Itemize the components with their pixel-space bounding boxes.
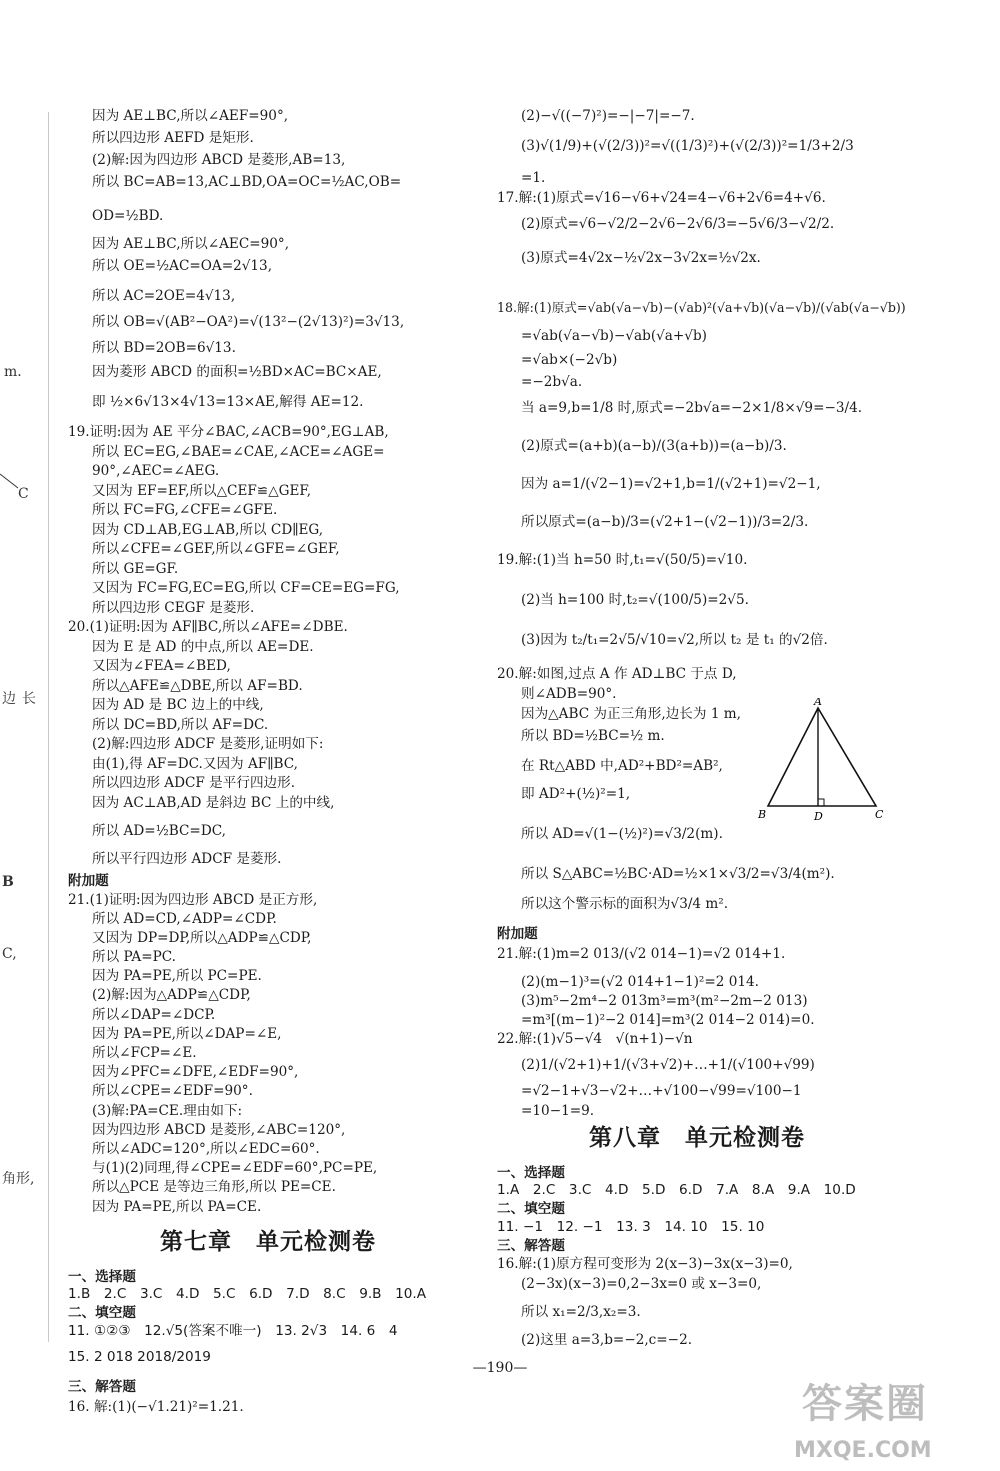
answer-line: 即 ½×6√13×4√13=13×AE,解得 AE=12.: [92, 394, 364, 410]
answer-line: 所以原式=(a−b)/3=(√2+1−(√2−1))/3=2/3.: [521, 514, 809, 530]
column-divider: [48, 112, 49, 1342]
answer-line: (2)这里 a=3,b=−2,c=−2.: [521, 1332, 693, 1348]
choice-answers: 1.B 2.C 3.C 4.D 5.C 6.D 7.D 8.C 9.B 10.A: [68, 1285, 427, 1302]
answer-line: 所以 DC=BD,所以 AF=DC.: [92, 716, 269, 733]
answer-line: 所以 AD=½BC=DC,: [92, 822, 226, 839]
answer-line: =10−1=9.: [521, 1103, 595, 1119]
answer-line: 所以 x₁=2/3,x₂=3.: [521, 1304, 641, 1320]
answer-line: 90°,∠AEC=∠AEG.: [92, 463, 220, 479]
answer-line: =m³[(m−1)²−2 014]=m³(2 014−2 014)=0.: [521, 1012, 815, 1028]
answer-line: (3)因为 t₂/t₁=2√5/√10=√2,所以 t₂ 是 t₁ 的√2倍.: [521, 632, 828, 648]
answer-line: 所以 BC=AB=13,AC⊥BD,OA=OC=½AC,OB=: [92, 174, 402, 190]
fill-answers: 11. ①②③ 12.√5(答案不唯一) 13. 2√3 14. 6 4: [68, 1322, 398, 1339]
page-number: —190—: [472, 1360, 528, 1376]
answer-line: 所以 BD=2OB=6√13.: [92, 340, 236, 356]
answer-line: =1.: [521, 170, 546, 186]
answer-line: 当 a=9,b=1/8 时,原式=−2b√a=−2×1/8×√9=−3/4.: [521, 400, 863, 416]
answer-line: 所以这个警示标的面积为√3/4 m².: [521, 896, 729, 912]
section-heading: 一、选择题: [497, 1165, 565, 1181]
choice-answers: 1.A 2.C 3.C 4.D 5.D 6.D 7.A 8.A 9.A 10.D: [497, 1182, 856, 1198]
answer-line: 所以∠CFE=∠GEF,所以∠GFE=∠GEF,: [92, 541, 340, 557]
section-heading: 附加题: [497, 926, 538, 942]
edge-fragment: 边长: [2, 691, 42, 707]
answer-line: 因为 AD 是 BC 边上的中线,: [92, 697, 264, 713]
answer-line: 所以 PA=PC.: [92, 949, 176, 966]
answer-line: 20.(1)证明:因为 AF∥BC,所以∠AFE=∠DBE.: [68, 619, 348, 635]
answer-line: (2)原式=√6−√2/2−2√6−2√6/3=−5√6/3−√2/2.: [521, 216, 835, 232]
chapter-title: 第八章 单元检测卷: [589, 1125, 805, 1151]
answer-line: 所以 BD=½BC=½ m.: [521, 728, 665, 744]
answer-line: 因为 PA=PE,所以∠DAP=∠E,: [92, 1025, 282, 1042]
answer-line: 21.解:(1)m=2 013/(√2 014−1)=√2 014+1.: [497, 946, 786, 962]
answer-line: 因为△ABC 为正三角形,边长为 1 m,: [521, 706, 741, 722]
answer-line: 19.解:(1)当 h=50 时,t₁=√(50/5)=√10.: [497, 552, 748, 568]
answer-line: OD=½BD.: [92, 208, 164, 224]
answer-line: 则∠ADB=90°.: [521, 686, 617, 702]
answer-line: 与(1)(2)同理,得∠CPE=∠EDF=60°,PC=PE,: [92, 1160, 378, 1177]
answer-line: 由(1),得 AF=DC.又因为 AF∥BC,: [92, 755, 298, 772]
fill-answers: 11. −1 12. −1 13. 3 14. 10 15. 10: [497, 1219, 765, 1235]
answer-line: 所以 AD=CD,∠ADP=∠CDP.: [92, 910, 277, 927]
edge-line-fragment: [0, 472, 22, 492]
answer-line: 因为 a=1/(√2−1)=√2+1,b=1/(√2+1)=√2−1,: [521, 476, 821, 492]
answer-line: 又因为 EF=EF,所以△CEF≌△GEF,: [92, 482, 312, 499]
answer-line: 因为 CD⊥AB,EG⊥AB,所以 CD∥EG,: [92, 521, 324, 538]
answer-line: 因为 E 是 AD 的中点,所以 AE=DE.: [92, 638, 314, 655]
answer-line: (2)1/(√2+1)+1/(√3+√2)+…+1/(√100+√99): [521, 1057, 815, 1073]
answer-line: 所以 EC=EG,∠BAE=∠CAE,∠ACE=∠AGE=: [92, 443, 385, 460]
answer-line: (2−3x)(x−3)=0,2−3x=0 或 x−3=0,: [521, 1276, 762, 1292]
answer-line: (2)(m−1)³=(√2 014+1−1)²=2 014.: [521, 974, 759, 990]
answer-line: 因为菱形 ABCD 的面积=½BD×AC=BC×AE,: [92, 364, 382, 380]
edge-fragment: m.: [4, 364, 22, 380]
answer-line: 所以∠DAP=∠DCP.: [92, 1006, 216, 1023]
answer-line: 所以平行四边形 ADCF 是菱形.: [92, 850, 282, 867]
answer-line: 所以 GE=GF.: [92, 560, 179, 577]
answer-line: =√2−1+√3−√2+…+√100−√99=√100−1: [521, 1083, 802, 1099]
answer-line: (3)解:PA=CE.理由如下:: [92, 1102, 243, 1119]
triangle-abc: [768, 708, 876, 806]
edge-fragment: C,: [2, 946, 17, 962]
answer-line: 所以 OE=½AC=OA=2√13,: [92, 258, 273, 274]
answer-line: 因为 AC⊥AB,AD 是斜边 BC 上的中线,: [92, 794, 335, 811]
answer-line: (3)原式=4√2x−½√2x−3√2x=½√2x.: [521, 250, 761, 266]
section-heading: 三、解答题: [68, 1378, 136, 1395]
section-heading: 二、填空题: [68, 1304, 136, 1321]
answer-line: 因为∠PFC=∠DFE,∠EDF=90°,: [92, 1064, 299, 1081]
label-b: B: [758, 808, 767, 821]
answer-line: 所以△AFE≌△DBE,所以 AF=BD.: [92, 677, 303, 694]
answer-line: =√ab(√a−√b)−√ab(√a+√b): [521, 328, 707, 344]
answer-line: 在 Rt△ABD 中,AD²+BD²=AB²,: [521, 758, 723, 774]
answer-line: 21.(1)证明:因为四边形 ABCD 是正方形,: [68, 891, 318, 908]
edge-fragment: C: [18, 486, 29, 502]
answer-line: 20.解:如图,过点 A 作 AD⊥BC 于点 D,: [497, 666, 737, 682]
answer-line: (3)m⁵−2m⁴−2 013m³=m³(m²−2m−2 013): [521, 993, 808, 1009]
watermark-text: 答案圈: [802, 1381, 928, 1427]
fill-answers: 15. 2 018 2018/2019: [68, 1348, 211, 1365]
answer-line: (2)−√((−7)²)=−|−7|=−7.: [521, 108, 695, 124]
answer-line: (2)当 h=100 时,t₂=√(100/5)=2√5.: [521, 592, 749, 608]
edge-fragment: 角形,: [2, 1171, 35, 1187]
answer-line: 22.解:(1)√5−√4 √(n+1)−√n: [497, 1031, 693, 1047]
answer-line: 因为 AE⊥BC,所以∠AEF=90°,: [92, 108, 289, 124]
answer-line: 所以四边形 CEGF 是菱形.: [92, 599, 255, 616]
answer-line: 所以四边形 AEFD 是矩形.: [92, 130, 254, 146]
answer-line: (2)解:四边形 ADCF 是菱形,证明如下:: [92, 736, 324, 752]
section-heading: 一、选择题: [68, 1268, 136, 1285]
answer-line: =−2b√a.: [521, 374, 583, 390]
answer-line: 所以 FC=FG,∠CFE=∠GFE.: [92, 502, 278, 518]
answer-line: =√ab×(−2√b): [521, 352, 618, 368]
answer-line: 又因为 FC=FG,EC=EG,所以 CF=CE=EG=FG,: [92, 580, 400, 596]
page-edge-fragments: [0, 0, 52, 1471]
answer-line: 又因为∠FEA=∠BED,: [92, 658, 231, 674]
answer-line: 因为 AE⊥BC,所以∠AEC=90°,: [92, 236, 290, 252]
edge-fragment: B: [2, 874, 14, 890]
answer-line: (2)原式=(a+b)(a−b)/(3(a+b))=(a−b)/3.: [521, 438, 787, 454]
label-a: A: [814, 698, 822, 708]
chapter-title: 第七章 单元检测卷: [160, 1228, 376, 1255]
answer-line: 所以 AD=√(1−(½)²)=√3/2(m).: [521, 826, 723, 842]
answer-line: 因为 PA=PE,所以 PA=CE.: [92, 1198, 262, 1215]
answer-line: 又因为 DP=DP,所以△ADP≌△CDP,: [92, 929, 312, 946]
label-c: C: [875, 808, 884, 821]
right-angle-mark: [818, 799, 824, 806]
watermark: [792, 1370, 992, 1470]
answer-line: 16. 解:(1)(−√1.21)²=1.21.: [68, 1398, 244, 1415]
answer-line: 所以四边形 ADCF 是平行四边形.: [92, 775, 296, 791]
answer-line: 所以∠CPE=∠EDF=90°.: [92, 1083, 253, 1100]
answer-line: 19.证明:因为 AE 平分∠BAC,∠ACB=90°,EG⊥AB,: [68, 424, 389, 440]
answer-line: 所以 S△ABC=½BC·AD=½×1×√3/2=√3/4(m²).: [521, 866, 835, 882]
section-heading: 三、解答题: [497, 1238, 565, 1254]
answer-line: (2)解:因为△ADP≌△CDP,: [92, 987, 251, 1004]
answer-line: 所以 AC=2OE=4√13,: [92, 288, 236, 304]
answer-line: 所以 OB=√(AB²−OA²)=√(13²−(2√13)²)=3√13,: [92, 314, 405, 330]
answer-line: 所以∠ADC=120°,所以∠EDC=60°.: [92, 1140, 320, 1157]
label-d: D: [814, 810, 823, 823]
answer-line: (2)解:因为四边形 ABCD 是菱形,AB=13,: [92, 152, 346, 168]
section-heading: 附加题: [68, 872, 109, 889]
section-heading: 二、填空题: [497, 1201, 565, 1217]
answer-line: 因为 PA=PE,所以 PC=PE.: [92, 968, 262, 985]
answer-line: 16.解:(1)原方程可变形为 2(x−3)−3x(x−3)=0,: [497, 1256, 793, 1272]
answer-line: 因为四边形 ABCD 是菱形,∠ABC=120°,: [92, 1121, 346, 1138]
answer-line: 所以△PCE 是等边三角形,所以 PE=CE.: [92, 1179, 336, 1196]
answer-line: (3)√(1/9)+(√(2/3))²=√((1/3)²)+(√(2/3))²=1/3+2/3: [521, 138, 854, 154]
answer-line: 17.解:(1)原式=√16−√6+√24=4−√6+2√6=4+√6.: [497, 190, 826, 206]
triangle-figure: [756, 698, 886, 823]
answer-line: 所以∠FCP=∠E.: [92, 1045, 197, 1061]
answer-line: 即 AD²+(½)²=1,: [521, 786, 631, 802]
answer-line: 18.解:(1)原式=√ab(√a−√b)−(√ab)²(√a+√b)(√a−√b)/(√ab(√a−√b)): [497, 300, 906, 315]
watermark-url: MXQE.COM: [794, 1438, 932, 1463]
left-column: [68, 110, 468, 1421]
